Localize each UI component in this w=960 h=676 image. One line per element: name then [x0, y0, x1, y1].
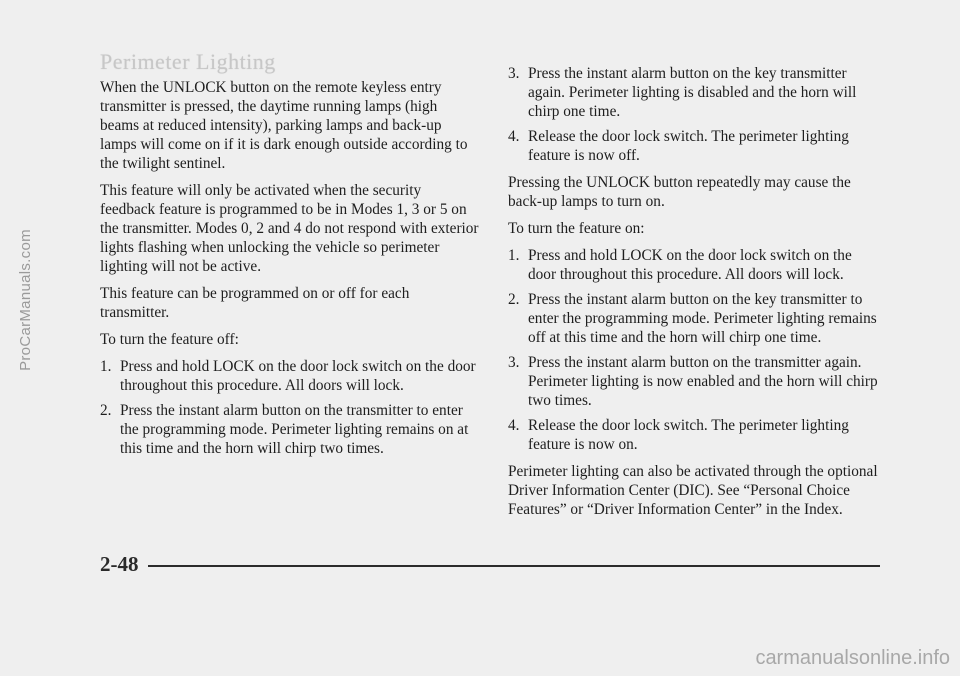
page-footer: [100, 552, 880, 578]
programming-paragraph: This feature can be programmed on or off for each transmitter.: [100, 285, 410, 321]
step-number: 3.: [508, 354, 520, 371]
step-text: Press the instant alarm button on the transmitter again. Perimeter lighting is now enabled and the horn will chirp two times.: [528, 354, 878, 409]
step-text: Press and hold LOCK on the door lock switch on the door throughout this procedure. All doors will lock.: [528, 247, 852, 283]
list-item: [508, 246, 880, 284]
step-text: Release the door lock switch. The perimeter lighting feature is now off.: [528, 128, 849, 164]
side-watermark: ProCarManuals.com: [17, 229, 34, 371]
dic-paragraph: Perimeter lighting can also be activated through the optional Driver Information Center (DIC). See “Personal Choice Features” or “Driver Information Center” in the Index.: [508, 463, 878, 518]
list-item: [508, 64, 880, 121]
step-text: Press the instant alarm button on the key transmitter again. Perimeter lighting is disabled and the horn will chirp one time.: [528, 65, 857, 120]
step-number: 3.: [508, 65, 520, 82]
bottom-watermark: carmanualsonline.info: [755, 647, 950, 669]
step-number: 4.: [508, 128, 520, 145]
list-item: [508, 290, 880, 347]
step-number: 2.: [508, 291, 520, 308]
step-text: Press and hold LOCK on the door lock switch on the door throughout this procedure. All doors will lock.: [120, 358, 476, 394]
list-item: [508, 353, 880, 410]
activation-paragraph: This feature will only be activated when the security feedback feature is programmed to be in Modes 1, 3 or 5 on the transmitter. Modes 0, 2 and 4 do not respond with exterior lights flashing when unlocking the vehicle so perimeter lighting will not be active.: [100, 182, 479, 275]
step-number: 4.: [508, 417, 520, 434]
footer-rule: [148, 565, 880, 567]
step-text: Press the instant alarm button on the transmitter to enter the programming mode. Perimeter lighting remains on at this time and the horn will chirp two times.: [120, 402, 469, 457]
left-column: [100, 49, 480, 466]
section-title: Perimeter Lighting: [100, 49, 276, 74]
page-number: 2-48: [100, 552, 139, 576]
list-item: [508, 416, 880, 454]
unlock-note-paragraph: Pressing the UNLOCK button repeatedly may cause the back-up lamps to turn on.: [508, 174, 851, 210]
right-column: [508, 64, 880, 527]
list-item: [508, 127, 880, 165]
turn-off-steps-continued: [508, 64, 880, 165]
step-number: 2.: [100, 402, 112, 419]
intro-paragraph: When the UNLOCK button on the remote keyless entry transmitter is pressed, the daytime running lamps (high beams at reduced intensity), parking lamps and back-up lamps will come on if it is dark enough outside according to the twilight sentinel.: [100, 79, 468, 172]
turn-off-heading: To turn the feature off:: [100, 331, 239, 348]
turn-on-steps: [508, 246, 880, 454]
step-number: 1.: [100, 358, 112, 375]
step-text: Press the instant alarm button on the key transmitter to enter the programming mode. Perimeter lighting remains off at this time and the horn will chirp one time.: [528, 291, 877, 346]
step-text: Release the door lock switch. The perimeter lighting feature is now on.: [528, 417, 849, 453]
step-number: 1.: [508, 247, 520, 264]
turn-on-heading: To turn the feature on:: [508, 220, 645, 237]
turn-off-steps: [100, 357, 480, 458]
list-item: [100, 357, 480, 395]
list-item: [100, 401, 480, 458]
